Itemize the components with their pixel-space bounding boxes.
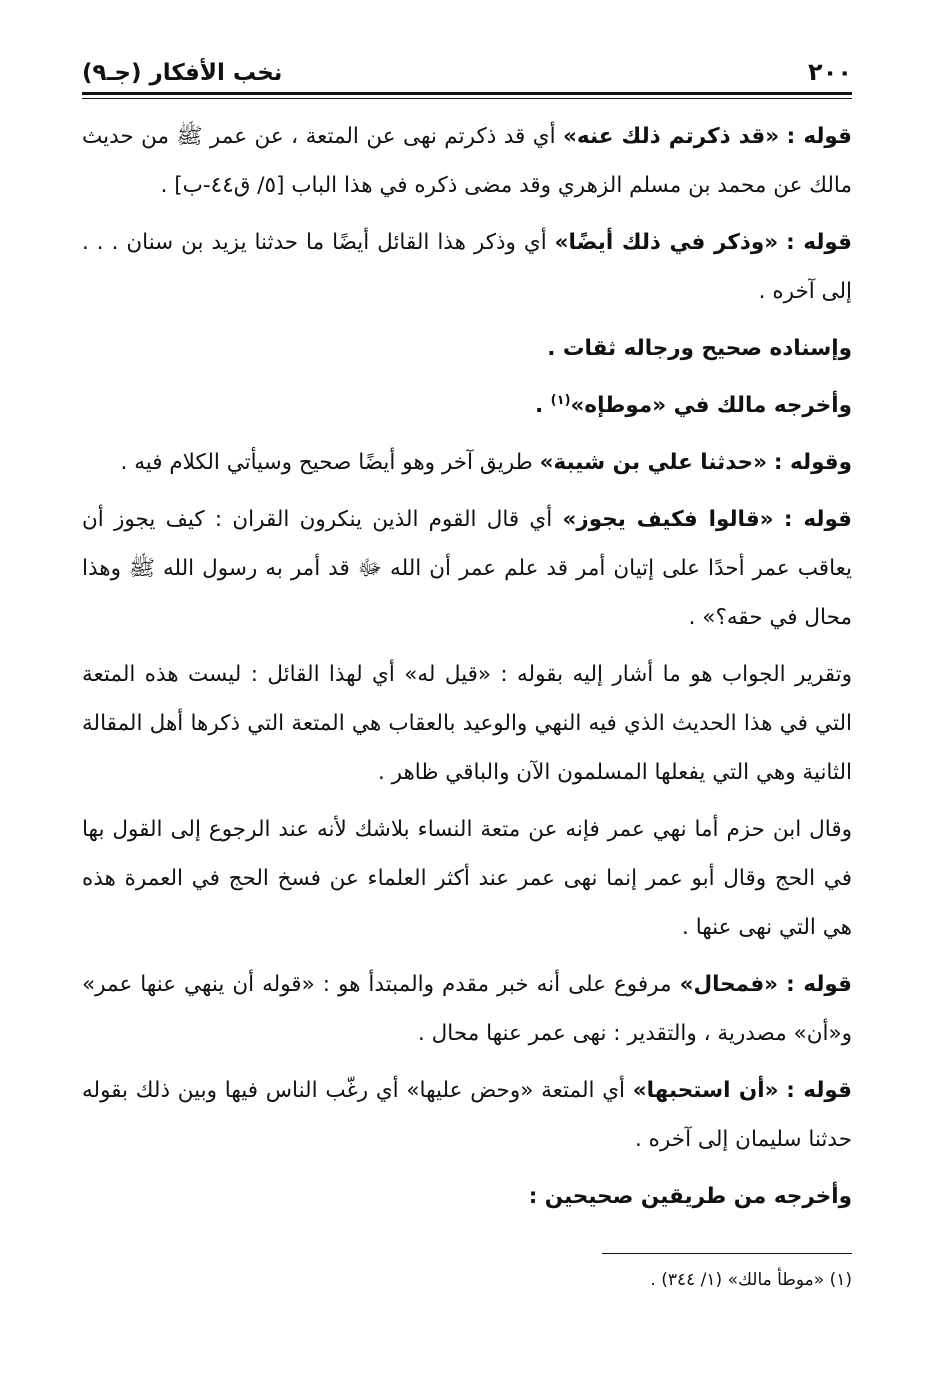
paragraph-text: أي قال القوم الذين ينكرون القران : كيف يجوز أن يعاقب عمر أحدًا على إتيان أمر قد علم عمر أن الله ﷻ قد أمر به رسول الله ﷺ وهذا محال في حقه؟» . [82, 507, 852, 630]
paragraph-lead: قوله : [786, 1078, 852, 1103]
page-header [82, 50, 852, 86]
header-rule-thick [82, 92, 852, 95]
paragraph-quote: «قالوا فكيف يجوز» [562, 507, 774, 532]
paragraph-11 [82, 1172, 852, 1221]
paragraph-4 [82, 381, 852, 430]
paragraph-quote: «أن استحبها» [632, 1078, 779, 1103]
header-rule-thin [82, 98, 852, 99]
paragraph-8 [82, 805, 852, 952]
paragraph-10 [82, 1066, 852, 1164]
main-text [82, 112, 852, 1229]
paragraph-bold-text: وأخرجه مالك في «موطإه» [570, 393, 852, 418]
footnote [82, 1266, 852, 1294]
paragraph-quote: «فمحال» [679, 972, 779, 997]
paragraph-text: أي وذكر هذا القائل أيضًا ما حدثنا يزيد بن سنان . . . إلى آخره . [82, 230, 852, 304]
paragraph-text: وتقرير الجواب هو ما أشار إليه بقوله : «قيل له» أي لهذا القائل : ليست هذه المتعة التي في هذا الحديث الذي فيه النهي والوعيد بالعقاب هي المتعة التي ذكرها أهل المقالة الثانية وهي التي يفعلها المسلمون الآن والباقي ظاهر . [82, 662, 852, 785]
footnote-marker: (١) [550, 392, 571, 408]
paragraph-text: أي قد ذكرتم نهى عن المتعة ، عن عمر ﷺ من حديث مالك عن محمد بن مسلم الزهري وقد مضى ذكره في هذا الباب [٥/ ق٤٤-ب] . [82, 124, 852, 198]
paragraph-bold-text: وأخرجه من طريقين صحيحين : [528, 1184, 852, 1209]
page-number: ٢٠٠ [808, 58, 852, 86]
paragraph-7 [82, 650, 852, 797]
paragraph-6 [82, 495, 852, 642]
footnote-separator [602, 1253, 852, 1254]
paragraph-text: وقال ابن حزم أما نهي عمر فإنه عن متعة النساء بلاشك لأنه عند الرجوع إلى القول بها في الحج وقال أبو عمر إنما نهى عمر عند أكثر العلماء عن فسخ الحج في العمرة هذه هي التي نهى عنها . [82, 817, 852, 940]
paragraph-text: أي المتعة «وحض عليها» أي رغّب الناس فيها وبين ذلك بقوله حدثنا سليمان إلى آخره . [82, 1078, 852, 1152]
paragraph-text: طريق آخر وهو أيضًا صحيح وسيأتي الكلام فيه . [120, 450, 533, 475]
footnote-text: (١) «موطأ مالك» (١/ ٣٤٤) . [650, 1270, 852, 1290]
paragraph-lead: قوله : [783, 507, 852, 532]
paragraph-quote: «قد ذكرتم ذلك عنه» [563, 124, 780, 149]
paragraph-tail: . [535, 393, 551, 418]
paragraph-9 [82, 960, 852, 1058]
paragraph-lead: قوله : [786, 230, 852, 255]
paragraph-bold-text: وإسناده صحيح ورجاله ثقات . [547, 336, 852, 361]
paragraph-quote: «وذكر في ذلك أيضًا» [554, 230, 779, 255]
paragraph-5 [82, 438, 852, 487]
book-title: نخب الأفكار (جـ٩) [82, 60, 283, 86]
paragraph-lead: قوله : [786, 972, 852, 997]
paragraph-3 [82, 324, 852, 373]
paragraph-quote: «حدثنا علي بن شيبة» [539, 450, 768, 475]
paragraph-text: مرفوع على أنه خبر مقدم والمبتدأ هو : «قوله أن ينهي عنها عمر» و«أن» مصدرية ، والتقدير : نهى عمر عنها محال . [82, 972, 852, 1046]
paragraph-lead: قوله : [786, 124, 852, 149]
paragraph-lead: وقوله : [773, 450, 852, 475]
paragraph-1 [82, 112, 852, 210]
paragraph-2 [82, 218, 852, 316]
